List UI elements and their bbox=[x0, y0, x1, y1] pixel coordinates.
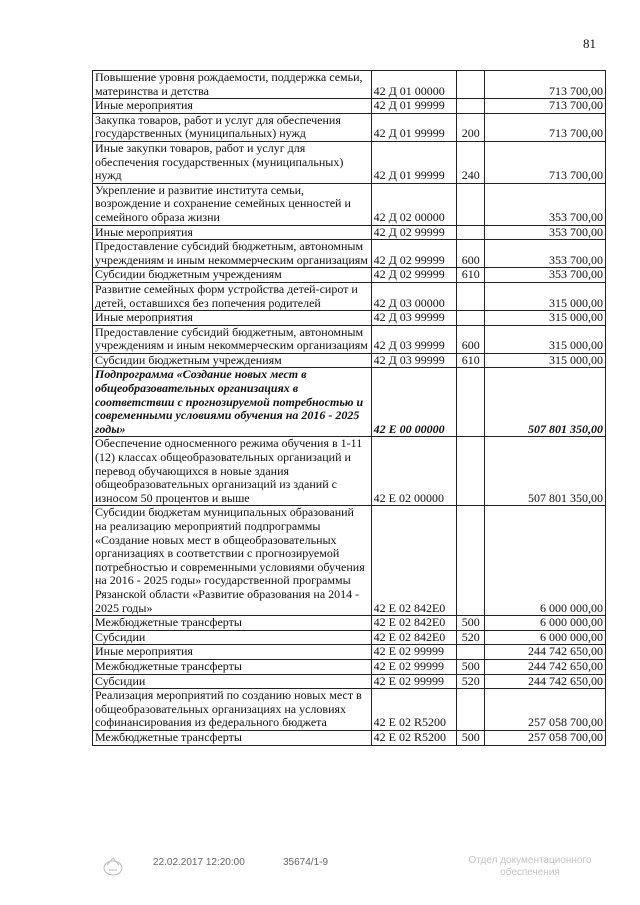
footer-number: 35674/1-9 bbox=[283, 857, 329, 868]
row-kind bbox=[457, 311, 485, 326]
table-row bbox=[93, 506, 606, 616]
table-row bbox=[93, 437, 606, 506]
table-row bbox=[93, 659, 606, 674]
table-row bbox=[93, 730, 606, 745]
row-kind: 500 bbox=[457, 730, 485, 745]
row-code: 42 Д 03 99999 bbox=[371, 353, 457, 368]
row-name: Предоставление субсидий бюджетным, автономным учреждениям и иным некоммерческим организациям bbox=[93, 240, 372, 268]
row-name: Обеспечение односменного режима обучения в 1-11 (12) классах общеобразовательных организаций и перевод обучающихся в новые здания общеобразовательных организаций из зданий с износом 50 процентов и выше bbox=[93, 437, 372, 506]
table-row bbox=[93, 240, 606, 268]
row-amount: 713 700,00 bbox=[485, 141, 606, 183]
row-amount: 353 700,00 bbox=[485, 183, 606, 225]
row-name: Реализация мероприятий по созданию новых мест в общеобразовательных организациях на условиях софинансирования из федерального бюджета bbox=[93, 689, 372, 731]
row-amount: 507 801 350,00 bbox=[485, 437, 606, 506]
row-amount: 713 700,00 bbox=[485, 113, 606, 141]
table-row bbox=[93, 183, 606, 225]
row-kind bbox=[457, 183, 485, 225]
table-row bbox=[93, 325, 606, 353]
row-kind: 600 bbox=[457, 240, 485, 268]
row-amount: 713 700,00 bbox=[485, 99, 606, 114]
row-name: Укрепление и развитие института семьи, возрождение и сохранение семейных ценностей и семейного образа жизни bbox=[93, 183, 372, 225]
row-name: Повышение уровня рождаемости, поддержка семьи, материнства и детства bbox=[93, 71, 372, 99]
row-kind: 520 bbox=[457, 674, 485, 689]
row-name: Субсидии bbox=[93, 630, 372, 645]
row-amount: 353 700,00 bbox=[485, 240, 606, 268]
table-row bbox=[93, 689, 606, 731]
row-code: 42 Е 02 R5200 bbox=[371, 730, 457, 745]
row-kind: 520 bbox=[457, 630, 485, 645]
row-kind bbox=[457, 71, 485, 99]
row-kind bbox=[457, 645, 485, 660]
row-name: Субсидии бюджетным учреждениям bbox=[93, 353, 372, 368]
row-code: 42 Е 02 99999 bbox=[371, 659, 457, 674]
row-code: 42 Д 01 00000 bbox=[371, 71, 457, 99]
row-kind bbox=[457, 282, 485, 310]
row-name: Субсидии бюджетам муниципальных образований на реализацию мероприятий подпрограммы «Создание новых мест в общеобразовательных организациях в соответствии с прогнозируемой потребностью и современными условиями обучения на 2016 - 2025 годы» государственной программы Рязанской области «Развитие образования на 2014 - 2025 годы» bbox=[93, 506, 372, 616]
row-name: Межбюджетные трансферты bbox=[93, 659, 372, 674]
budget-table-body bbox=[93, 71, 606, 746]
row-code: 42 Д 03 00000 bbox=[371, 282, 457, 310]
table-row bbox=[93, 113, 606, 141]
table-row bbox=[93, 368, 606, 437]
row-amount: 353 700,00 bbox=[485, 268, 606, 283]
table-row bbox=[93, 71, 606, 99]
row-name: Межбюджетные трансферты bbox=[93, 616, 372, 631]
row-name: Иные мероприятия bbox=[93, 99, 372, 114]
row-name: Иные мероприятия bbox=[93, 645, 372, 660]
row-amount: 315 000,00 bbox=[485, 325, 606, 353]
page-footer bbox=[0, 857, 640, 897]
table-row bbox=[93, 353, 606, 368]
row-kind: 240 bbox=[457, 141, 485, 183]
row-code: 42 Е 02 842Е0 bbox=[371, 630, 457, 645]
stamp-icon bbox=[100, 853, 126, 879]
row-code: 42 Е 02 00000 bbox=[371, 437, 457, 506]
row-code: 42 Е 02 R5200 bbox=[371, 689, 457, 731]
row-name: Подпрограмма «Создание новых мест в общеобразовательных организациях в соответствии с прогнозируемой потребностью и современными условиями обучения на 2016 - 2025 годы» bbox=[93, 368, 372, 437]
row-kind bbox=[457, 368, 485, 437]
row-amount: 6 000 000,00 bbox=[485, 630, 606, 645]
row-name: Развитие семейных форм устройства детей-сирот и детей, оставшихся без попечения родителей bbox=[93, 282, 372, 310]
row-name: Иные мероприятия bbox=[93, 225, 372, 240]
row-code: 42 Д 02 99999 bbox=[371, 225, 457, 240]
row-code: 42 Д 01 99999 bbox=[371, 141, 457, 183]
table-row bbox=[93, 268, 606, 283]
row-code: 42 Д 02 99999 bbox=[371, 240, 457, 268]
row-code: 42 Е 02 99999 bbox=[371, 645, 457, 660]
row-code: 42 Е 02 99999 bbox=[371, 674, 457, 689]
row-amount: 257 058 700,00 bbox=[485, 689, 606, 731]
table-row bbox=[93, 141, 606, 183]
row-amount: 507 801 350,00 bbox=[485, 368, 606, 437]
table-row bbox=[93, 674, 606, 689]
row-amount: 244 742 650,00 bbox=[485, 645, 606, 660]
row-name: Иные мероприятия bbox=[93, 311, 372, 326]
row-name: Закупка товаров, работ и услуг для обеспечения государственных (муниципальных) нужд bbox=[93, 113, 372, 141]
row-kind bbox=[457, 689, 485, 731]
footer-date: 22.02.2017 12:20:00 bbox=[153, 857, 245, 868]
row-kind: 200 bbox=[457, 113, 485, 141]
row-code: 42 Е 02 842Е0 bbox=[371, 616, 457, 631]
row-kind: 610 bbox=[457, 353, 485, 368]
footer-watermark bbox=[455, 855, 605, 879]
row-amount: 713 700,00 bbox=[485, 71, 606, 99]
row-amount: 6 000 000,00 bbox=[485, 616, 606, 631]
row-code: 42 Д 02 99999 bbox=[371, 268, 457, 283]
row-amount: 315 000,00 bbox=[485, 282, 606, 310]
row-code: 42 Д 01 99999 bbox=[371, 99, 457, 114]
row-code: 42 Е 02 842Е0 bbox=[371, 506, 457, 616]
row-amount: 257 058 700,00 bbox=[485, 730, 606, 745]
page-number: 81 bbox=[583, 36, 596, 51]
table-row bbox=[93, 282, 606, 310]
watermark-line-1: Отдел документационного bbox=[468, 855, 592, 866]
row-kind: 500 bbox=[457, 659, 485, 674]
table-row bbox=[93, 311, 606, 326]
row-amount: 315 000,00 bbox=[485, 311, 606, 326]
row-name: Субсидии бюджетным учреждениям bbox=[93, 268, 372, 283]
row-name: Предоставление субсидий бюджетным, автономным учреждениям и иным некоммерческим организациям bbox=[93, 325, 372, 353]
row-amount: 244 742 650,00 bbox=[485, 674, 606, 689]
table-row bbox=[93, 99, 606, 114]
row-code: 42 Д 02 00000 bbox=[371, 183, 457, 225]
row-amount: 315 000,00 bbox=[485, 353, 606, 368]
row-code: 42 Д 01 99999 bbox=[371, 113, 457, 141]
row-name: Межбюджетные трансферты bbox=[93, 730, 372, 745]
budget-table bbox=[92, 70, 606, 746]
row-name: Иные закупки товаров, работ и услуг для обеспечения государственных (муниципальных) нужд bbox=[93, 141, 372, 183]
row-amount: 6 000 000,00 bbox=[485, 506, 606, 616]
row-code: 42 Д 03 99999 bbox=[371, 311, 457, 326]
row-kind: 500 bbox=[457, 616, 485, 631]
row-name: Субсидии bbox=[93, 674, 372, 689]
table-row bbox=[93, 616, 606, 631]
row-code: 42 Е 00 00000 bbox=[371, 368, 457, 437]
row-kind bbox=[457, 99, 485, 114]
row-amount: 244 742 650,00 bbox=[485, 659, 606, 674]
row-amount: 353 700,00 bbox=[485, 225, 606, 240]
table-row bbox=[93, 645, 606, 660]
row-kind: 600 bbox=[457, 325, 485, 353]
row-kind bbox=[457, 506, 485, 616]
row-kind bbox=[457, 437, 485, 506]
table-row bbox=[93, 225, 606, 240]
row-kind bbox=[457, 225, 485, 240]
row-code: 42 Д 03 99999 bbox=[371, 325, 457, 353]
watermark-line-2: обеспечения bbox=[500, 867, 560, 878]
table-row bbox=[93, 630, 606, 645]
row-kind: 610 bbox=[457, 268, 485, 283]
